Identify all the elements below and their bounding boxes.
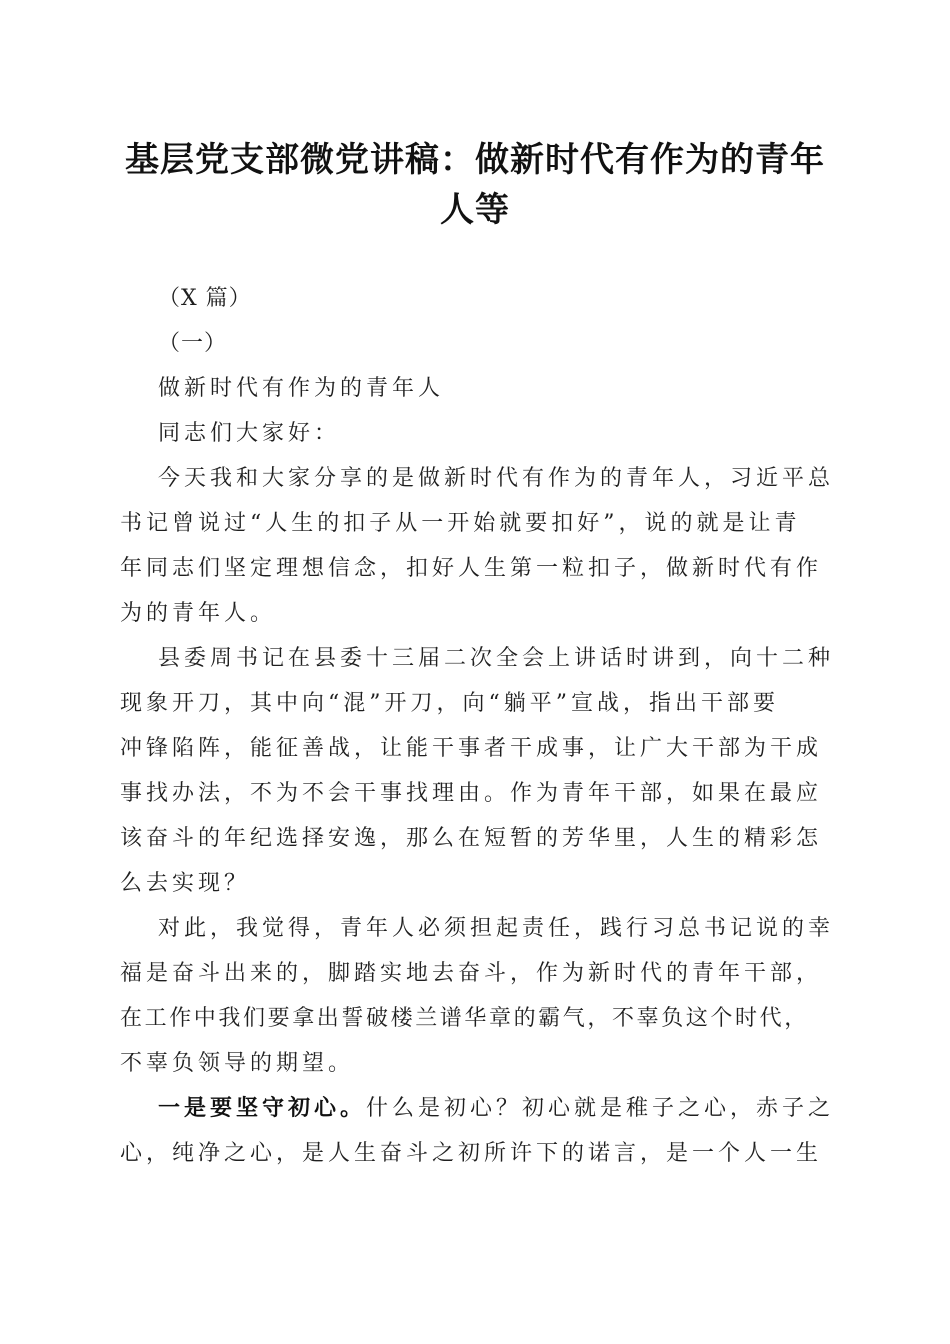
paragraph-line: 今天我和大家分享的是做新时代有作为的青年人，习近平总 — [158, 466, 835, 491]
paragraph-line: 对此，我觉得，青年人必须担起责任，践行习总书记说的幸 — [158, 916, 835, 941]
paragraph-line: 冲锋陷阵，能征善战，让能干事者干成事，让广大干部为干成 — [120, 736, 823, 761]
paragraph-line: 事找办法，不为不会干事找理由。作为青年干部，如果在最应 — [120, 781, 823, 806]
paragraph-line: 么去实现？ — [120, 871, 251, 896]
section-marker: （一） — [158, 331, 228, 356]
paragraph-text: 什么是初心？初心就是稚子之心，赤子之 — [366, 1096, 835, 1121]
paragraph-line: 在工作中我们要拿出誓破楼兰谱华章的霸气，不辜负这个时代， — [120, 1006, 809, 1031]
paragraph-line: 年同志们坚定理想信念，扣好人生第一粒扣子，做新时代有作 — [120, 556, 823, 581]
piece-count: （X 篇） — [158, 286, 252, 311]
greeting: 同志们大家好： — [158, 421, 341, 446]
paragraph-line: 现象开刀，其中向“混”开刀，向“躺平”宣战，指出干部要 — [120, 691, 779, 716]
title-line-2: 人等 — [440, 190, 510, 230]
document-title — [100, 135, 850, 235]
paragraph-line: 不辜负领导的期望。 — [120, 1051, 355, 1076]
paragraph-line: 书记曾说过“人生的扣子从一开始就要扣好”，说的就是让青 — [120, 511, 801, 536]
paragraph-line: 为的青年人。 — [120, 601, 277, 626]
speech-title: 做新时代有作为的青年人 — [158, 376, 445, 401]
title-line-1: 基层党支部微党讲稿：做新时代有作为的青年 — [125, 140, 825, 180]
paragraph-line: 福是奋斗出来的，脚踏实地去奋斗，作为新时代的青年干部， — [120, 961, 823, 986]
paragraph-heading: 一是要坚守初心。 — [158, 1095, 367, 1121]
paragraph-line: 心，纯净之心，是人生奋斗之初所许下的诺言，是一个人一生 — [120, 1141, 823, 1166]
paragraph-line — [158, 1091, 834, 1122]
paragraph-line: 该奋斗的年纪选择安逸，那么在短暂的芳华里，人生的精彩怎 — [120, 826, 823, 851]
paragraph-line: 县委周书记在县委十三届二次全会上讲话时讲到，向十二种 — [158, 646, 835, 671]
